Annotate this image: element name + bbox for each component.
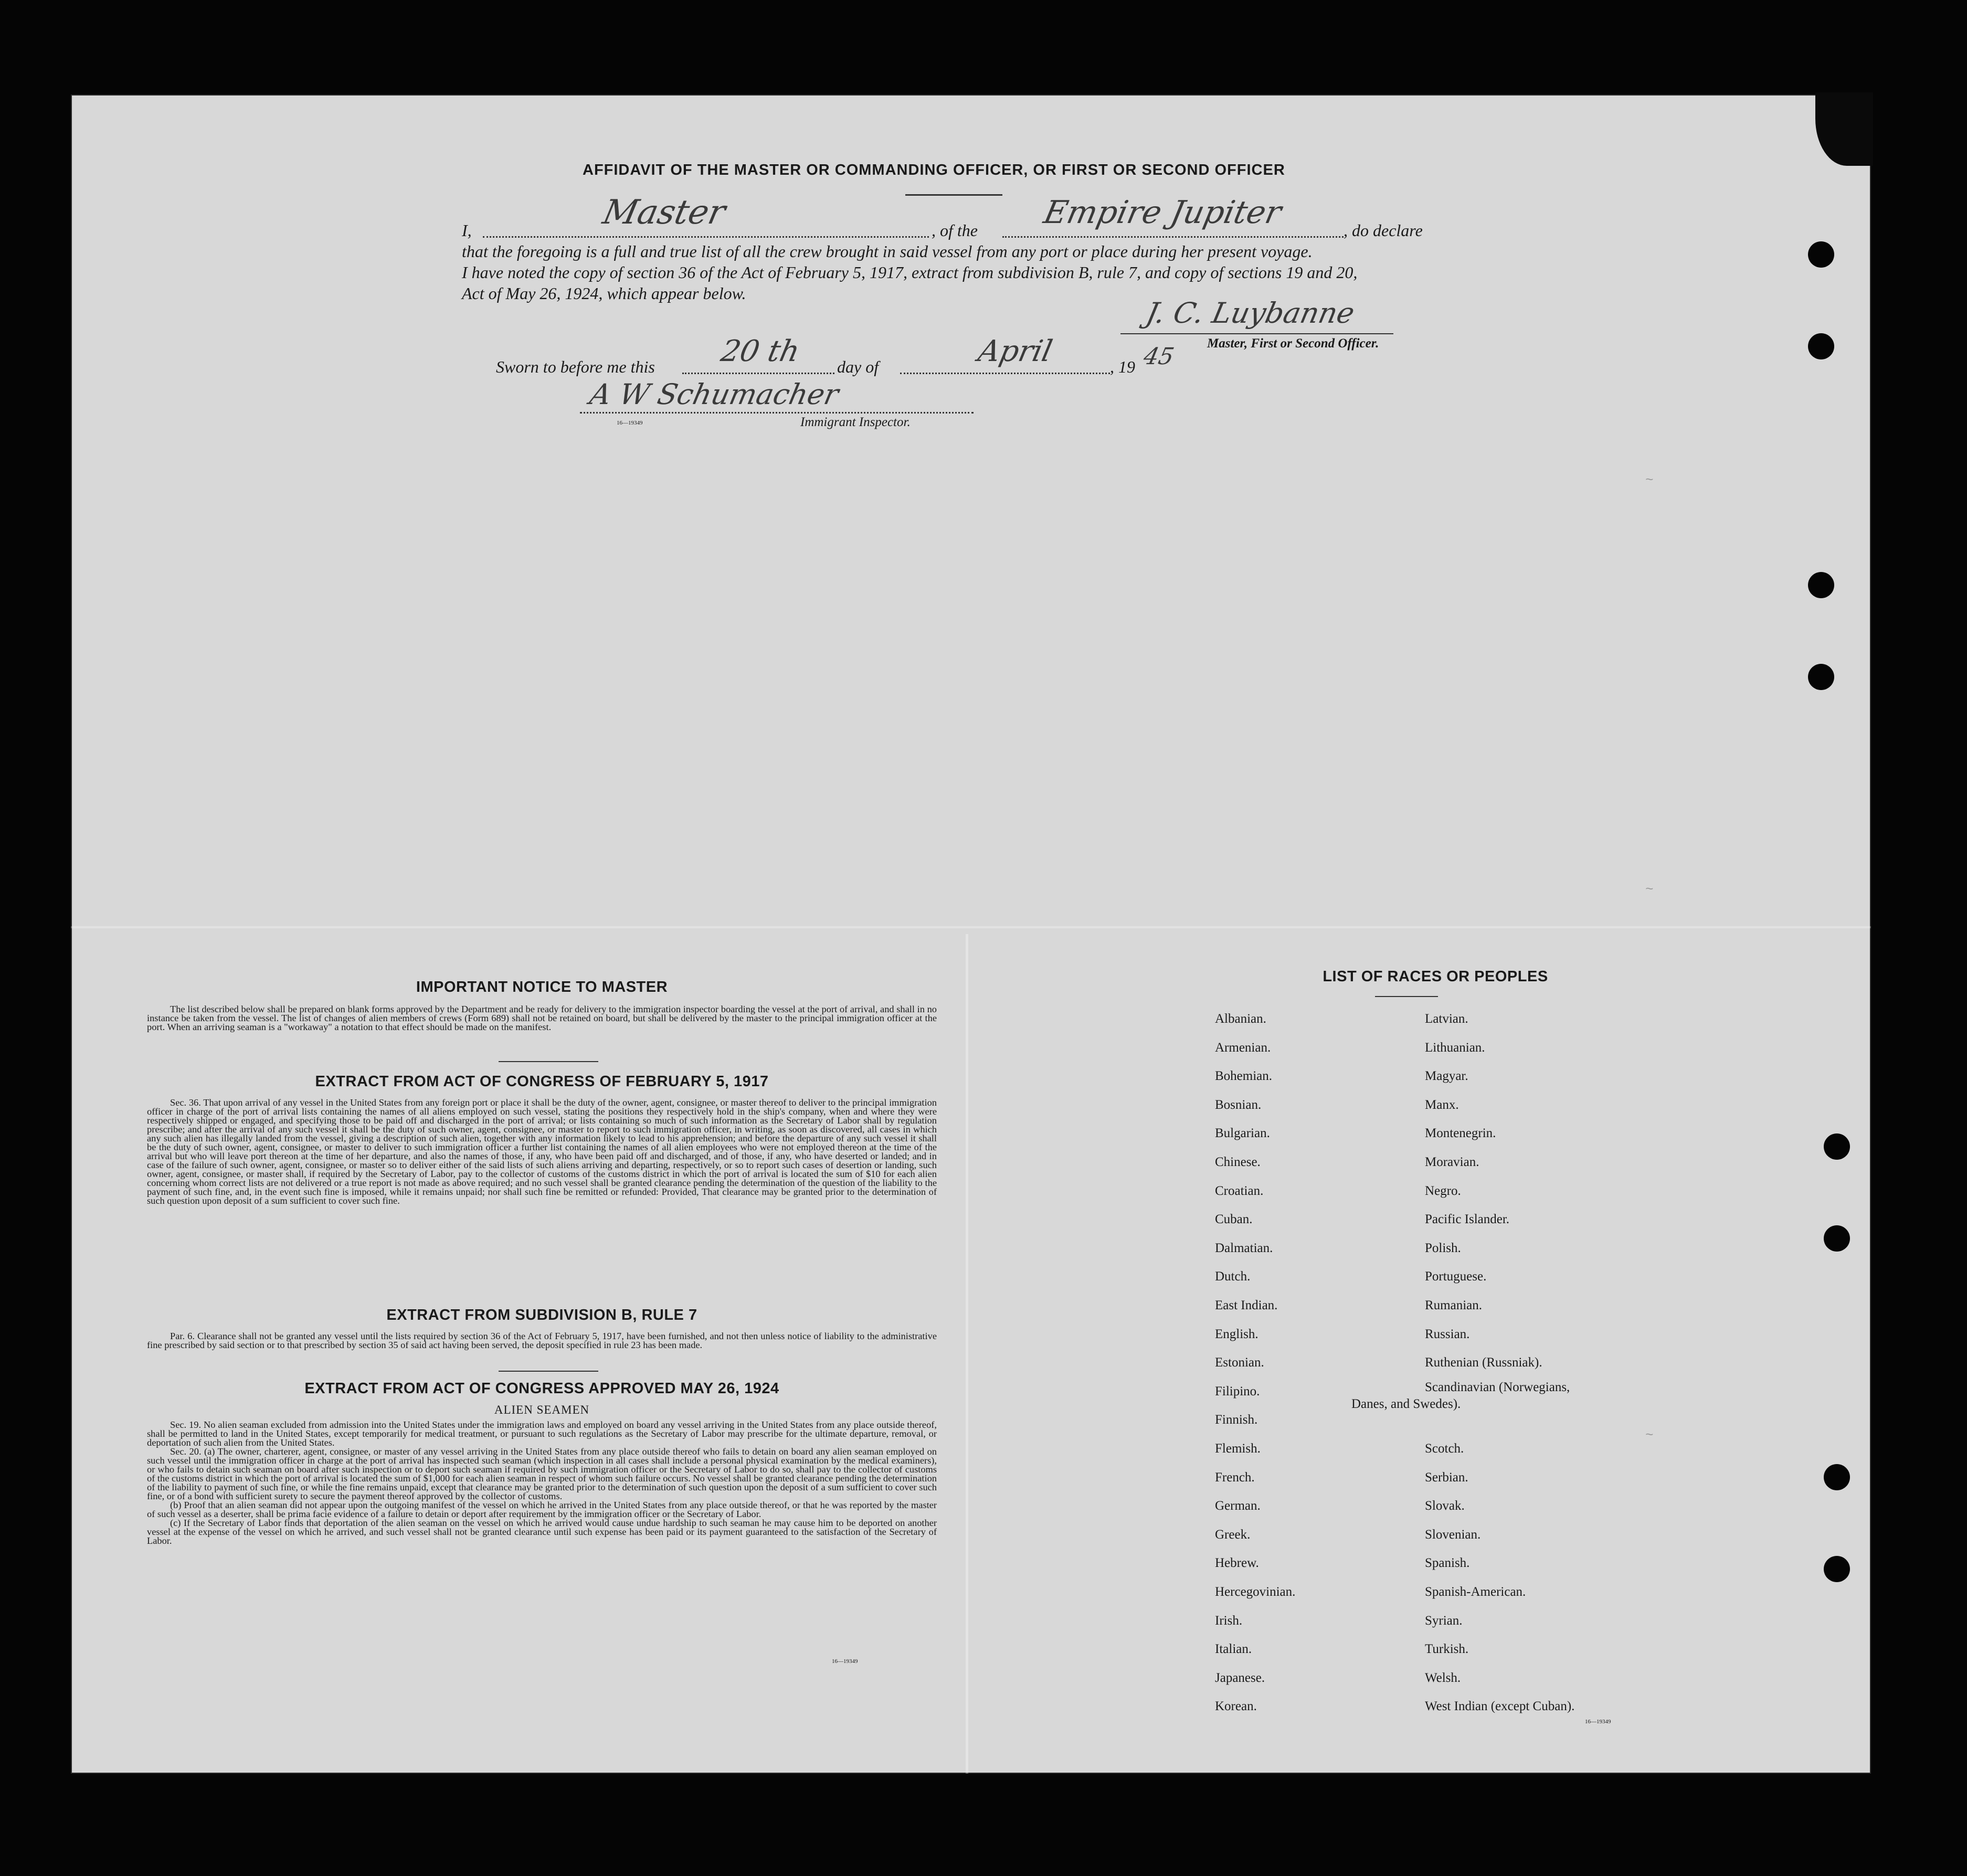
race-item-right: Syrian. [1425, 1614, 1463, 1628]
form-number-top: 16—19349 [617, 420, 643, 426]
extract-1924-title: EXTRACT FROM ACT OF CONGRESS APPROVED MAY 26, 1924 [304, 1380, 779, 1397]
race-item-left: Bosnian. [1215, 1098, 1262, 1112]
day-handwritten: 20 th [718, 334, 803, 368]
affidavit-line2: that the foregoing is a full and true list of all the crew brought in said vessel from any port or place during her present voyage. [462, 242, 1313, 261]
rank-handwritten: Master [599, 193, 729, 232]
sec36-text: Sec. 36. That upon arrival of any vessel in the United States from any foreign port or place it shall be the duty of the owner, agent, consignee, or master thereof to deliver to the principal immigration officer in charge of the port of arrival lists containing the names of all aliens employed on such vessel, stating the positions they respectively hold in the ship's company, when and where they were respectively shipped or engaged, and specifying those to be paid off and discharged in the port of arrival; or lists containing so much of such information as the Secretary of Labor shall by regulation prescribe; and after the arrival of any such vessel it shall be the duty of such owner, agent, consignee, or master to report to such immigration officer, in writing, as soon as discovered, all cases in which any such alien has illegally landed from the vessel, giving a description of such alien, together with any information likely to lead to his apprehension; and before the departure of any such vessel it shall be the duty of such owner, agent, consignee, or master to deliver to such immigration officer a further list containing the names of all alien employees who were not employed thereon at the time of the arrival but who will leave port thereon at the time of her departure, and also the names of those, if any, who have been paid off and discharged, and of those, if any, who have deserted or landed; and in case of the failure of such owner, agent, consignee, or master so to deliver either of the said lists of such aliens arriving and departing, respectively, or so to report such cases of desertion or landing, such owner, agent, consignee, or master shall, if required by the Secretary of Labor, pay to the collector of customs of the customs district in which the port of arrival is located the sum of $10 for each alien concerning whom correct lists are not delivered or a true report is not made as above required; and no such vessel shall be granted clearance pending the determination of the question of the liability to the payment of such fine, and, in the event such fine is imposed, while it remains unpaid; nor shall such fine be remitted or refunded: Provided, That clearance may be granted prior to the determination of such question upon deposit of a sum sufficient to cover such fine. [147, 1097, 937, 1206]
of-the-label: , of the [932, 221, 978, 240]
race-item-left: East Indian. [1215, 1298, 1278, 1312]
inspector-line [580, 412, 974, 414]
year-prefix: , 19 [1110, 357, 1135, 376]
punch-hole [1824, 1464, 1850, 1490]
races-title: LIST OF RACES OR PEOPLES [1323, 968, 1548, 985]
month-handwritten: April [975, 334, 1055, 368]
master-caption: Master, First or Second Officer. [1207, 336, 1379, 351]
race-item-left: Hercegovinian. [1215, 1585, 1296, 1599]
race-item-left: Korean. [1215, 1699, 1257, 1713]
title-rule [905, 194, 1002, 196]
race-item-right: Montenegrin. [1425, 1126, 1496, 1140]
race-item-right: Moravian. [1425, 1155, 1479, 1169]
bleed-through-mark: ~ [1645, 1427, 1654, 1443]
race-item-left: Cuban. [1215, 1212, 1253, 1226]
race-item-left: Filipino. [1215, 1384, 1260, 1398]
race-item-right: West Indian (except Cuban). [1425, 1699, 1575, 1713]
races-rule [1375, 996, 1438, 997]
race-item-left: Armenian. [1215, 1041, 1271, 1055]
race-item-left: Dalmatian. [1215, 1241, 1273, 1255]
master-signature: J. C. Luybanne [1143, 296, 1358, 330]
race-item-right: Spanish. [1425, 1556, 1470, 1570]
race-item-left: Irish. [1215, 1614, 1243, 1628]
notice-rule [499, 1061, 598, 1062]
punch-hole [1824, 1225, 1850, 1252]
year-handwritten: 45 [1141, 343, 1177, 370]
race-item-right: Polish. [1425, 1241, 1461, 1255]
punch-hole [1808, 333, 1834, 359]
race-item-left: English. [1215, 1327, 1259, 1341]
affidavit-line4: Act of May 26, 1924, which appear below. [462, 284, 746, 303]
race-item-left: Croatian. [1215, 1184, 1264, 1198]
race-item-left: Albanian. [1215, 1012, 1266, 1026]
race-item-right: Manx. [1425, 1098, 1459, 1112]
race-item-left: French. [1215, 1470, 1255, 1485]
inspector-caption: Immigrant Inspector. [800, 415, 911, 429]
race-item-left: Chinese. [1215, 1155, 1261, 1169]
affidavit-title: AFFIDAVIT OF THE MASTER OR COMMANDING OFFICER, OR FIRST OR SECOND OFFICER [583, 162, 1285, 178]
race-item-left: Bohemian. [1215, 1069, 1273, 1083]
rank-line [483, 236, 929, 238]
affidavit-line1 [462, 193, 1538, 242]
rule7-rule [499, 1371, 598, 1372]
do-declare-label: , do declare [1344, 221, 1423, 240]
race-item-left: Dutch. [1215, 1269, 1251, 1284]
race-item-right: Russian. [1425, 1327, 1470, 1341]
month-line [900, 373, 1110, 374]
affidavit-i: I, [462, 221, 472, 240]
race-item-right: Pacific Islander. [1425, 1212, 1510, 1226]
form-number-right: 16—19349 [1585, 1719, 1611, 1725]
rule7-body [147, 1332, 937, 1350]
race-item-right: Magyar. [1425, 1069, 1468, 1083]
race-item-right: Rumanian. [1425, 1298, 1483, 1312]
punch-hole [1808, 572, 1834, 598]
punch-hole [1824, 1133, 1850, 1160]
race-item-right: Negro. [1425, 1184, 1461, 1198]
race-item-right: Slovak. [1425, 1499, 1465, 1513]
race-item-left: Flemish. [1215, 1442, 1261, 1456]
race-item-right: Scandinavian (Norwegians, [1425, 1380, 1570, 1394]
race-item-right: Scotch. [1425, 1442, 1464, 1456]
race-item-left: Estonian. [1215, 1355, 1264, 1370]
race-item-left: Finnish. [1215, 1413, 1258, 1427]
damaged-corner [1815, 92, 1873, 166]
fold-line [966, 934, 968, 1774]
bleed-through-mark: ~ [1645, 882, 1654, 897]
form-number-left: 16—19349 [832, 1658, 858, 1665]
race-item-right: Turkish. [1425, 1642, 1469, 1656]
race-item-right: Slovenian. [1425, 1528, 1481, 1542]
race-item-left: Hebrew. [1215, 1556, 1259, 1570]
rule7-text: Par. 6. Clearance shall not be granted any vessel until the lists required by section 36 of the Act of February 5, 1917, have been furnished, and not then unless notice of liability to the administrative fine prescribed by said section or to that prescribed by section 35 of said act having been served, the deposit specified in rule 23 has been made. [147, 1331, 937, 1350]
vessel-line [1002, 236, 1344, 238]
race-item-right: Serbian. [1425, 1470, 1468, 1485]
race-item-right: Latvian. [1425, 1012, 1468, 1026]
extract-1917-body [147, 1098, 937, 1205]
notice-text: The list described below shall be prepared on blank forms approved by the Department and be ready for delivery to the immigration inspector boarding the vessel at the port of arrival, and shall in no instance be taken from the vessel. The list of changes of alien members of crews (Form 689) shall not be retained on board, but shall be delivered by the master to the principal immigration officer at the port. When an arriving seaman is a "workaway" a notation to that effect should be made on the manifest. [147, 1004, 937, 1032]
notice-body [147, 1005, 937, 1032]
race-item-left: Japanese. [1215, 1671, 1265, 1685]
punch-hole [1808, 664, 1834, 690]
alien-seamen-heading: ALIEN SEAMEN [494, 1403, 590, 1416]
notice-title: IMPORTANT NOTICE TO MASTER [416, 979, 668, 995]
vessel-handwritten: Empire Jupiter [1040, 194, 1285, 231]
punch-hole [1808, 241, 1834, 268]
extract-1917-title: EXTRACT FROM ACT OF CONGRESS OF FEBRUARY 5, 1917 [315, 1073, 769, 1090]
day-of-label: day of [837, 357, 879, 376]
sec20c-text: (c) If the Secretary of Labor finds that deportation of the alien seaman on the vessel on which he arrived would cause undue hardship to such seaman he may cause him to be deported on another vessel at the expense of the vessel on which he arrived, and such vessel shall not be granted clearance until such expense has been paid or its payment guaranteed to the satisfaction of the Secretary of Labor. [147, 1518, 937, 1546]
sworn-label: Sworn to before me this [496, 357, 655, 376]
rule7-title: EXTRACT FROM SUBDIVISION B, RULE 7 [386, 1307, 697, 1323]
sec20b-text: (b) Proof that an alien seaman did not appear upon the outgoing manifest of the vessel on which he arrived in the United States from any place outside thereof, or that he was reported by the master of such vessel as a deserter, shall be prima facie evidence of a failure to detain or deport after requirement by the immigration officer or the Secretary of Labor. [147, 1500, 937, 1519]
document-sheet [71, 94, 1871, 1774]
sec20a-text: Sec. 20. (a) The owner, charterer, agent, consignee, or master of any vessel arriving in the United States from any place outside thereof who fails to detain on board any alien seaman employed on such vessel until the immigration officer in charge at the port of arrival has inspected such seaman (which inspection in all cases shall include a personal physical examination by the medical examiners), or who fails to detain such seaman on board after such inspection or to deport such seaman if required by such immigration officer or the Secretary of Labor to do so, shall pay to the collector of customs of the customs district in which the port of arrival is located the sum of $1,000 for each alien seaman in respect of whom such failure occurs. No vessel shall be granted clearance pending the determination of the liability to payment of such fine, or while the fine remains unpaid, except that clearance may be granted prior to the determination of such question upon the deposit of a sum sufficient to cover such fine, or of a bond with sufficient surety to secure the payment thereof approved by the collector of customs. [147, 1446, 937, 1501]
race-item-left: Italian. [1215, 1642, 1252, 1656]
affidavit-line3: I have noted the copy of section 36 of the Act of February 5, 1917, extract from subdivision B, rule 7, and copy of sections 19 and 20, [462, 263, 1358, 282]
race-item-right: Spanish-American. [1425, 1585, 1526, 1599]
race-item-left: German. [1215, 1499, 1261, 1513]
punch-hole [1824, 1556, 1850, 1582]
race-item-right: Welsh. [1425, 1671, 1461, 1685]
race-item-left: Greek. [1215, 1528, 1251, 1542]
extract-1924-body [147, 1421, 937, 1545]
inspector-signature: A W Schumacher [587, 378, 842, 411]
race-item-left: Bulgarian. [1215, 1126, 1270, 1140]
race-item-right: Lithuanian. [1425, 1041, 1485, 1055]
sec19-text: Sec. 19. No alien seaman excluded from admission into the United States under the immigration laws and employed on board any vessel arriving in the United States from any place outside thereof, shall be permitted to land in the United States, except temporarily for medical treatment, or pursuant to such regulations as the Secretary of Labor may prescribe for the ultimate departure, removal, or deportation of such alien from the United States. [147, 1419, 937, 1448]
day-line [682, 373, 834, 374]
bleed-through-mark: ~ [1645, 472, 1654, 488]
race-item-right: Portuguese. [1425, 1269, 1487, 1284]
race-item-right: Ruthenian (Russniak). [1425, 1355, 1542, 1370]
race-item-right: Danes, and Swedes). [1351, 1397, 1461, 1411]
